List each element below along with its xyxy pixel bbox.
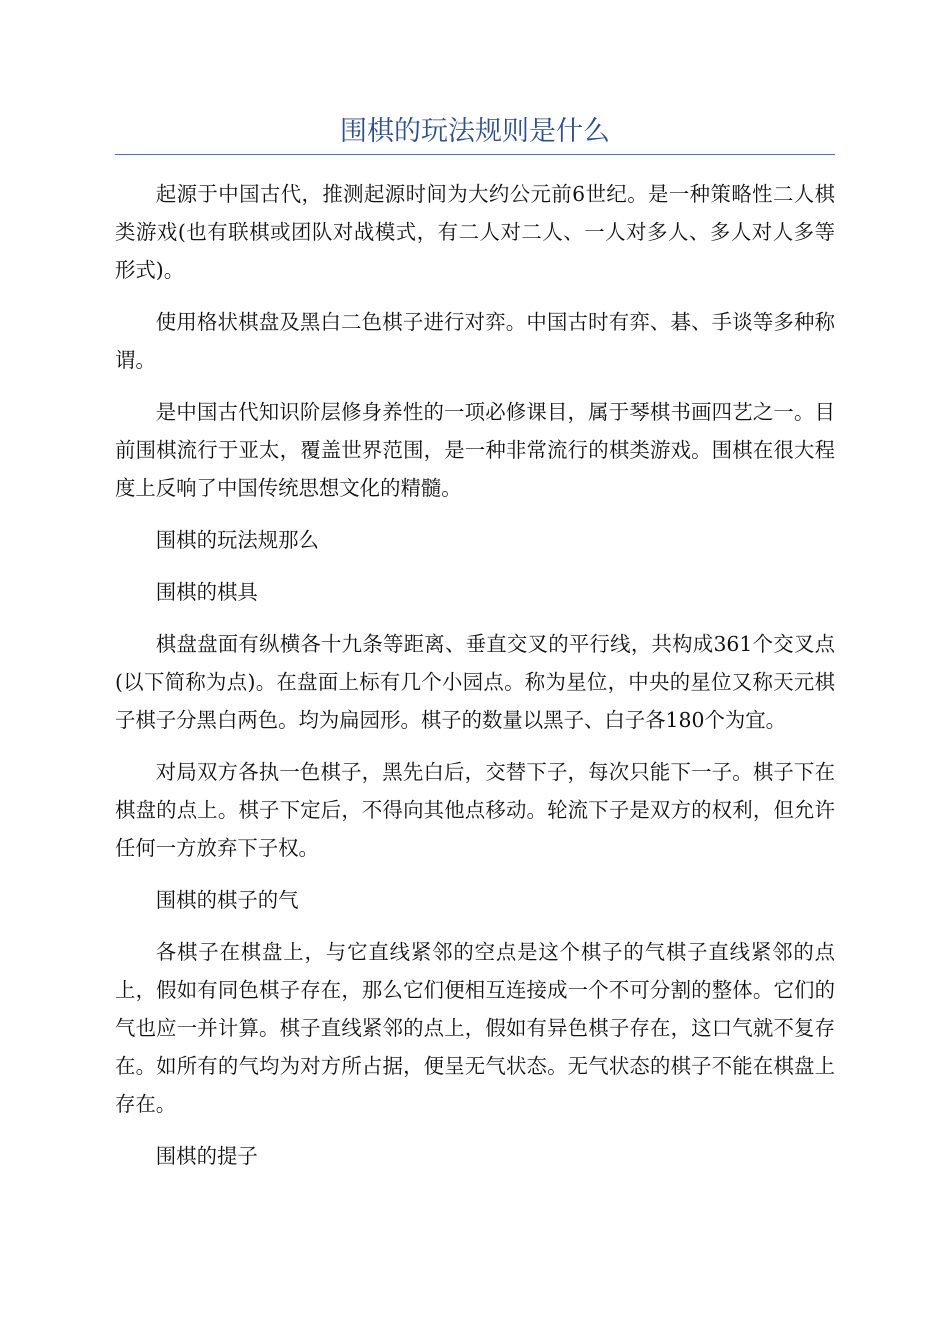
paragraph-equipment: 棋盘盘面有纵横各十九条等距离、垂直交叉的平行线，共构成361个交叉点(以下简称为点)。在盘面上标有几个小园点。称为星位，中央的星位又称天元棋子棋子分黑白两色。均为扁园形。棋子的数量以黑子、白子各180个为宜。 <box>115 632 835 732</box>
heading-rules: 围棋的玩法规那么 <box>155 528 319 552</box>
paragraph-liberties: 各棋子在棋盘上，与它直线紧邻的空点是这个棋子的气棋子直线紧邻的点上，假如有同色棋子存在，那么它们便相互连接成一个不可分割的整体。它们的气也应一并计算。棋子直线紧邻的点上，假如有异色棋子存在，这口气就不复存在。如所有的气均为对方所占据，便呈无气状态。无气状态的棋子不能在棋盘上存在。 <box>115 940 835 1116</box>
paragraph-origin: 起源于中国古代，推测起源时间为大约公元前6世纪。是一种策略性二人棋类游戏(也有联棋或团队对战模式，有二人对二人、一人对多人、多人对人多等形式)。 <box>115 182 835 282</box>
heading-liberties: 围棋的棋子的气 <box>155 888 299 912</box>
paragraph-culture: 是中国古代知识阶层修身养性的一项必修课目，属于琴棋书画四艺之一。目前围棋流行于亚太，覆盖世界范围，是一种非常流行的棋类游戏。围棋在很大程度上反响了中国传统思想文化的精髓。 <box>115 400 835 500</box>
heading-equipment: 围棋的棋具 <box>155 580 258 604</box>
heading-capture: 围棋的提子 <box>155 1144 258 1168</box>
title-underline <box>115 154 835 155</box>
document-title: 围棋的玩法规则是什么 <box>340 116 610 147</box>
paragraph-board-and-names: 使用格状棋盘及黑白二色棋子进行对弈。中国古时有弈、碁、手谈等多种称谓。 <box>115 310 835 372</box>
paragraph-play: 对局双方各执一色棋子，黑先白后，交替下子，每次只能下一子。棋子下在棋盘的点上。棋子下定后，不得向其他点移动。轮流下子是双方的权利，但允许任何一方放弃下子权。 <box>115 760 835 860</box>
document-body <box>115 175 835 1189</box>
